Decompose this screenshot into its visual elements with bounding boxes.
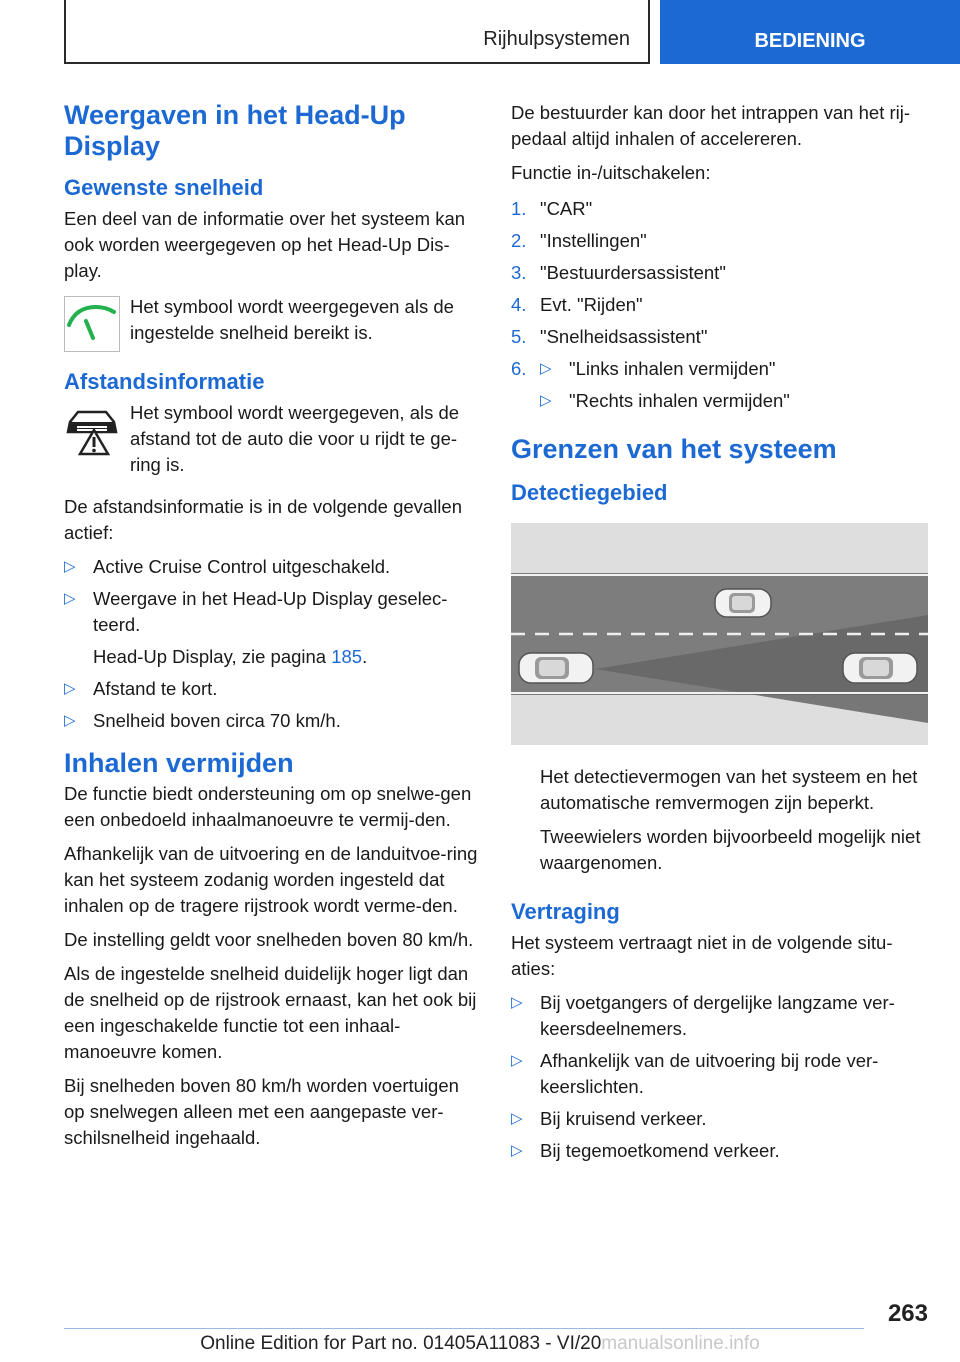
triangle-right-icon: ▷ [540, 392, 552, 409]
speed-intro: Een deel van de informatie over het systeem kan ook worden weergegeven op het Head-Up Dis-play. [64, 208, 466, 281]
triangle-right-icon: ▷ [540, 360, 552, 377]
heading-system-limits: Grenzen van het systeem [511, 434, 837, 464]
header-chapter-tab: BEDIENING [660, 0, 960, 64]
overtake-p2: Afhankelijk van de uitvoering en de landuitvoe-ring kan het systeem zodanig worden ingesteld dat inhalen op de tragere rijstrook wordt verme-den. [64, 843, 478, 916]
step-item: 4. Evt. "Rijden" [511, 294, 643, 315]
toggle-intro: Functie in-/uitschakelen: [511, 162, 711, 183]
car-ahead-lane-left [715, 589, 771, 617]
list-item: ▷ Active Cruise Control uitgeschakeld. [64, 554, 478, 580]
own-car [519, 653, 593, 683]
step-item: 1. "CAR" [511, 198, 593, 219]
distance-conditions-list [64, 554, 478, 734]
list-item: ▷ Bij voetgangers of dergelijke langzame ver-keersdeelnemers. [511, 992, 895, 1039]
heading-hud: Weergaven in het Head-Up Display [64, 100, 406, 161]
header-rule-bottom [64, 62, 650, 64]
step-item: 2. "Instellingen" [511, 230, 647, 251]
heading-distance-info: Afstandsinformatie [64, 369, 265, 394]
list-item: ▷ Afstand te kort. [64, 676, 478, 702]
footer-rule [64, 1328, 864, 1329]
overtake-p5: Bij snelheden boven 80 km/h worden voertuigen op snelwegen alleen met een aangepaste ver-schilsnelheid ingehaald. [64, 1075, 459, 1148]
step-item: 3. "Bestuurdersassistent" [511, 262, 726, 283]
distance-icon-text: Het symbool wordt weergegeven, als de afstand tot de auto die voor u rijdt te ge-ring is. [130, 402, 460, 475]
list-item: ▷ Bij kruisend verkeer. [511, 1106, 928, 1132]
heading-desired-speed: Gewenste snelheid [64, 175, 264, 200]
list-item: ▷ Afhankelijk van de uitvoering bij rode ver-keerslichten. [511, 1050, 879, 1097]
heading-avoid-overtaking: Inhalen vermijden [64, 748, 294, 778]
triangle-right-icon: ▷ [64, 680, 76, 697]
page-number: 263 [887, 1300, 928, 1327]
step-item: 6. ▷ "Links inhalen vermijden" ▷ "Rechts inhalen vermijden" [511, 356, 928, 420]
header-rule-left [64, 0, 66, 64]
heading-deceleration: Vertraging [511, 899, 620, 924]
distance-warning-car-icon [64, 402, 120, 458]
triangle-right-icon: ▷ [64, 558, 76, 575]
left-column [64, 100, 478, 1159]
decel-conditions-list [511, 990, 928, 1164]
detection-area-illustration [511, 523, 928, 745]
list-item: ▷ Weergave in het Head-Up Display geselec-teerd. Head-Up Display, zie pagina 185. [64, 586, 478, 670]
triangle-right-icon: ▷ [511, 1142, 523, 1159]
watermark: manualsonline.info [601, 1333, 760, 1354]
list-item: ▷ Snelheid boven circa 70 km/h. [64, 708, 478, 734]
page-reference: Head-Up Display, zie pagina 185. [93, 646, 368, 667]
speed-reached-icon [64, 296, 120, 352]
page-link[interactable]: 185 [331, 646, 363, 667]
triangle-right-icon: ▷ [511, 1110, 523, 1127]
detect-p1: Het detectievermogen van het systeem en het automatische remvermogen zijn beperkt. [540, 766, 918, 813]
header-rule-right [648, 0, 650, 64]
accel-text: De bestuurder kan door het intrappen van het rij-pedaal altijd inhalen of accelereren. [511, 102, 911, 149]
detect-p2: Tweewielers worden bijvoorbeeld mogelijk niet waargenomen. [540, 826, 921, 873]
triangle-right-icon: ▷ [511, 1052, 523, 1069]
car-ahead-same-lane [843, 653, 917, 683]
triangle-right-icon: ▷ [511, 994, 523, 1011]
steps-list [511, 196, 928, 420]
step-item: 5. "Snelheidsassistent" [511, 326, 708, 347]
distance-active-intro: De afstandsinformatie is in de volgende gevallen actief: [64, 496, 462, 543]
decel-intro: Het systeem vertraagt niet in de volgende situ-aties: [511, 932, 893, 979]
footer-edition: Online Edition for Part no. 01405A11083 - VI/20manualsonline.info [200, 1333, 760, 1354]
triangle-right-icon: ▷ [64, 712, 76, 729]
triangle-right-icon: ▷ [64, 590, 76, 607]
detection-text [511, 764, 928, 876]
speed-icon-row [64, 294, 478, 352]
overtake-p3: De instelling geldt voor snelheden boven 80 km/h. [64, 929, 474, 950]
overtake-p4: Als de ingestelde snelheid duidelijk hoger ligt dan de snelheid op de rijstrook ernaast, kan het ook bij een ingeschakelde functie tot een inhaal-manoeuvre komen. [64, 963, 477, 1062]
right-column [511, 100, 928, 1170]
list-item: ▷ Bij tegemoetkomend verkeer. [511, 1138, 928, 1164]
header-section-title: Rijhulpsystemen [483, 28, 630, 50]
overtake-p1: De functie biedt ondersteuning om op snelwe-gen een onbedoeld inhaalmanoeuvre te vermij-den. [64, 783, 472, 830]
speed-icon-text: Het symbool wordt weergegeven als de ingestelde snelheid bereikt is. [130, 296, 454, 343]
distance-icon-row [64, 400, 478, 478]
heading-detection-area: Detectiegebied [511, 480, 668, 505]
